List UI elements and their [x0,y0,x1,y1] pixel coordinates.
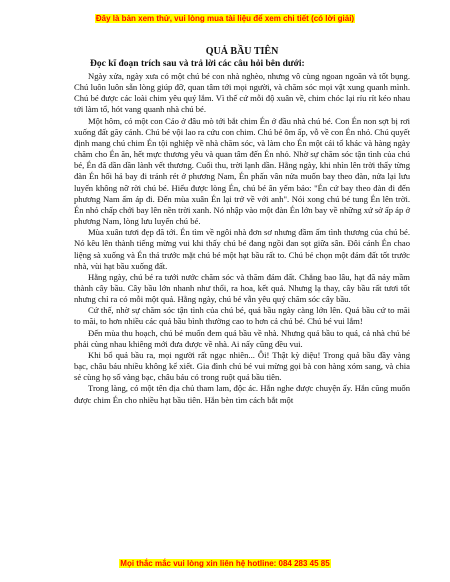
story-paragraph: Một hôm, có một con Cáo ở đâu mò tới bắt chim Én ở đầu nhà chú bé. Con Én non sợt bị rơi xuống đất gãy cánh. Chú bé vội lao ra cứu con chim. Chú bé ôm ấp, vỗ về con Én nhỏ. Chú quyết định mang chú chim Én tội nghiệp về nhà chăm sóc, và làm cho Én một cái tổ khác và hàng ngày chăm cho Én ăn, hết mực thương yêu và quan tâm đến Én nhỏ. Nhờ sự chăm sóc tận tình của chú bé, Én đã dần dần lành vết thương. Cuối thu, trời lạnh dần. Hằng ngày, khi nhìn lên trời thấy từng đàn Én hối hả bay đi tránh rét ở phương Nam, Én phấn vân nửa muốn bay theo đàn, nửa lại lưu luyến không nỡ rời chú bé. Hiểu được lòng Én, chú bé ân yếm bảo: "Én cứ bay theo đàn đi đến phương Nam ấm áp đi. Đến mùa xuân Én lại trở về với anh". Nói xong chú bé tung Én lên trời. Én nhỏ chấp chới bay lên nền trời xanh. Nó nhập vào một đàn Én lớn bay về những xứ sở ấp áp ở phương Nam, lòng lưu luyến chú bé. [74,115,410,227]
story-paragraph: Ngày xửa, ngày xưa có một chú bé con nhà nghèo, nhưng vô cùng ngoan ngoãn và tốt bụng. Chú luôn luôn sẵn lòng giúp đỡ, quan tâm tới mọi người, và chăm sóc mọi vật xung quanh mình. Chú bé được các loài chim yêu quý lắm. Vì thế cứ mỗi độ xuân về, chim chóc lại ríu rít kéo nhau tới làm tổ, hót vang quanh nhà chú bé. [74,71,410,115]
story-paragraph: Đến mùa thu hoạch, chú bé muốn đem quả bầu về nhà. Nhưng quả bầu to quá, cả nhà chú bé phải cùng nhau khiêng mới đưa được về nhà. Ai nấy cũng đều vui. [74,327,410,349]
story-paragraph: Trong làng, có một tên địa chủ tham lam, độc ác. Hắn nghe được chuyện ấy. Hắn cũng muốn được chim Én cho nhiều hạt bầu tiên. Hắn bèn tìm cách bắt một [74,383,410,405]
story-paragraph: Mùa xuân tươi đẹp đã tới. Én tìm về ngôi nhà đơn sơ nhưng đầm ấm tình thương của chú bé. Nó kêu lên thành tiếng mừng vui khi thấy chú bé đang ngồi đan sọt giữa sân. Đôi cánh Én chao liệng sà xuống và Én thả trước mặt chú bé một hạt bầu rất to. Chú bé chọn một đám đất tốt trước nhà, vùi hạt bầu xuống đất. [74,227,410,271]
story-body [74,71,410,406]
hotline-text: Mọi thắc mắc vui lòng xin liên hệ hotline: 084 283 45 85 [120,559,330,568]
preview-notice-banner [0,13,450,24]
preview-notice-text: Đây là bản xem thử, vui lòng mua tài liệu để xem chi tiết (có lời giải) [95,14,355,23]
story-title: QUẢ BẦU TIÊN [205,46,279,57]
reading-instruction: Đọc kĩ đoạn trích sau và trả lời các câu hỏi bên dưới: [90,59,305,69]
story-paragraph: Cứ thế, nhờ sự chăm sóc tận tình của chú bé, quả bầu ngày càng lớn lên. Quả bầu cứ to mãi to mãi, to hơn nhiều các quả bầu bình thường cao to hơn cả chú bé. Chú bé vui lắm! [74,305,410,327]
story-paragraph: Khi bổ quả bầu ra, mọi người rất ngạc nhiên... Ôi! Thật kỳ diệu! Trong quả bầu đầy vàng bạc, châu báu nhiều không kể xiết. Gia đình chú bé vui mừng gọi bà con hàng xóm sang, và chia sẻ cùng họ số vàng bạc, châu báu có trong ruột quả bầu tiên. [74,349,410,383]
story-paragraph: Hằng ngày, chú bé ra tưới nước chăm sóc và thăm đám đất. Chẳng bao lâu, hạt đã nảy mầm thành cây bầu. Cây bầu lớn nhanh như thổi, ra hoa, kết quả. Nhưng lạ thay, cây bầu rất tươi tốt nhưng chỉ ra có mỗi một quả. Hằng ngày, chú bé vẫn yêu quý chăm sóc cây bầu. [74,271,410,305]
hotline-banner [0,558,450,569]
